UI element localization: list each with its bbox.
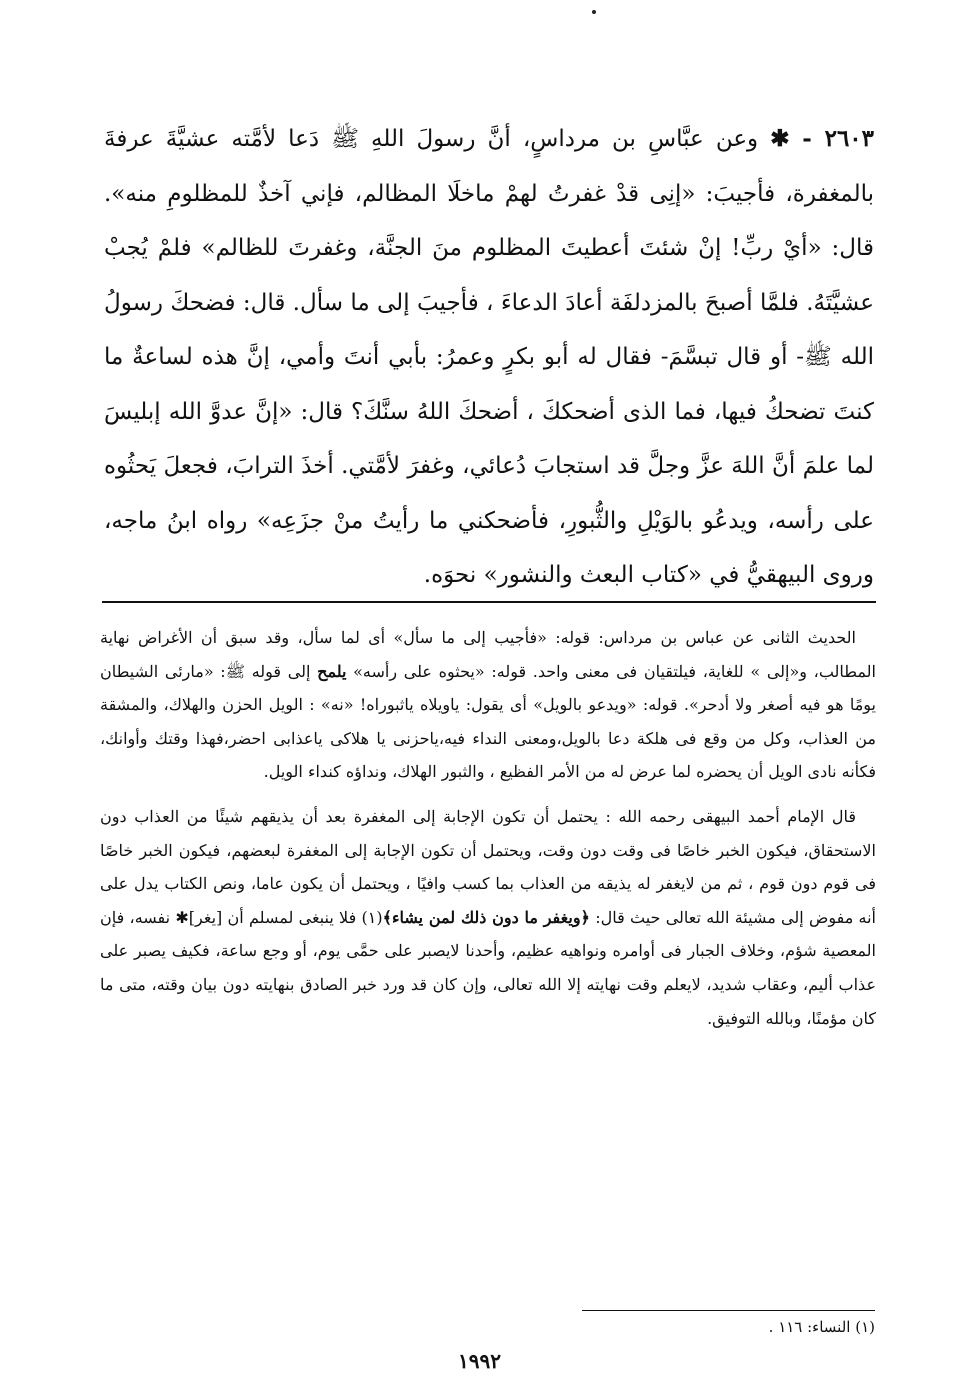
- commentary-paragraph-1: [100, 621, 876, 789]
- hadith-text: [104, 112, 874, 603]
- quran-quote: ﴿ويغفر ما دون ذلك لمن يشاء﴾: [382, 907, 590, 927]
- hadith-number: ٢٦٠٣ - ✱: [770, 125, 875, 152]
- commentary-text: فلا ينبغى لمسلم أن [يغر]✱ نفسه، فإن المعصية شؤم، وخلاف الجبار فى أوامره ونواهيه عظيم، وأحدنا لايصبر على حمَّى يوم، أو وجع ساعة، فكيف يصبر على عذاب أليم، وعقاب شديد، لايعلم وقت نهايته إلا الله تعالى، وإن كان قد ورد خبر الصادق بنهايته دون بيان وقته، متى ما كان مؤمنًا، وبالله التوفيق.: [100, 907, 877, 1028]
- commentary-paragraph-2: [100, 800, 876, 1035]
- commentary-bold-word: يلمح: [317, 661, 347, 681]
- commentary-text: الحديث الثانى عن عباس بن مرداس: قوله: «فأجيب إلى ما سأل» أى لما سأل، وقد سبق أن الأغراض نهاية المطالب، و«إلى » للغاية، فيلتقيان فى معنى واحد. قوله: «يحثوه على رأسه»: [100, 628, 876, 681]
- main-text-divider: [102, 601, 876, 603]
- hadith-body: وعن عبَّاسِ بن مرداسٍ، أنَّ رسولَ اللهِ ﷺ دَعا لأمَّته عشيَّةَ عرفةَ بالمغفرة، فأجيبَ: «إنِى قدْ غفرتُ لهمْ ماخلَا المظالم، فإني آخذٌ للمظلومِ منه». قال: «أيْ ربِّ! إنْ شئتَ أعطيتَ المظلوم منَ الجنَّة، وغفرتَ للظالم» فلمْ يُجبْ عشيَّتَهُ. فلمَّا أصبحَ بالمزدلفَة أعادَ الدعاءَ ، فأجيبَ إلى ما سأل. قال: فضحكَ رسولُ الله ﷺ- أو قال تبسَّمَ- فقال له أبو بكرٍ وعمرُ: بأبي أنتَ وأمي، إنَّ هذه لساعةٌ ما كنتَ تضحكُ فيها، فما الذى أضحككَ ، أضحكَ اللهُ سنَّكَ؟ قال: «إنَّ عدوَّ الله إبليسَ لما علمَ أنَّ اللهَ عزَّ وجلَّ قد استجابَ دُعائي، وغفرَ لأمَّتي. أخذَ الترابَ، فجعلَ يَحثُوه على رأسه، ويدعُو بالوَيْلِ والثُّبورِ، فأضحكني ما رأيتُ منْ جزَعِه» رواه ابنُ ماجه، وروى البيهقيُّ في «كتاب البعث والنشور» نحوَه.: [104, 126, 874, 588]
- commentary: [100, 621, 876, 1035]
- commentary-text: قال الإمام أحمد البيهقى رحمه الله : يحتمل أن تكون الإجابة إلى المغفرة بعد أن يذيقهم شيئًا من العذاب دون الاستحقاق، فيكون الخبر خاصًا فى وقت دون وقت، ويحتمل أن تكون الإجابة إلى المغفرة لبعضهم، فيكون الخبر خاصًا فى قوم دون قوم ، ثم من لايغفر له يذيقه من العذاب بما كسب وافيًا ، ويحتمل أن يكون عاما، ونص الكتاب يدل على أنه مفوض إلى مشيئة الله تعالى حيث قال:: [100, 806, 877, 927]
- footnote: (١) النساء: ١١٦ .: [768, 1318, 875, 1336]
- page-number: ١٩٩٢: [458, 1349, 501, 1373]
- commentary-text: إلى قوله ﷺ: «مارئى الشيطان يومًا هو فيه أصغر ولا أدحر». قوله: «ويدعو بالويل» أى يقول: ياويلاه ياثبوراه! «نه» : الويل الحزن والهلاك، والمشقة من العذاب، وكل من وقع فى هلكة دعا بالويل،ومعنى النداء فيه،ياحزنى يا هلاكى ياعذابى احضر،فهذا وقتك وأوانك، فكأنه نادى الويل أن يحضره لما عرض له من الأمر الفظيع ، والثبور الهلاك، ونداؤه كنداء الويل.: [100, 661, 876, 782]
- page-speck: [592, 10, 596, 14]
- footnote-divider: [582, 1310, 875, 1311]
- footnote-ref: (١): [361, 907, 383, 927]
